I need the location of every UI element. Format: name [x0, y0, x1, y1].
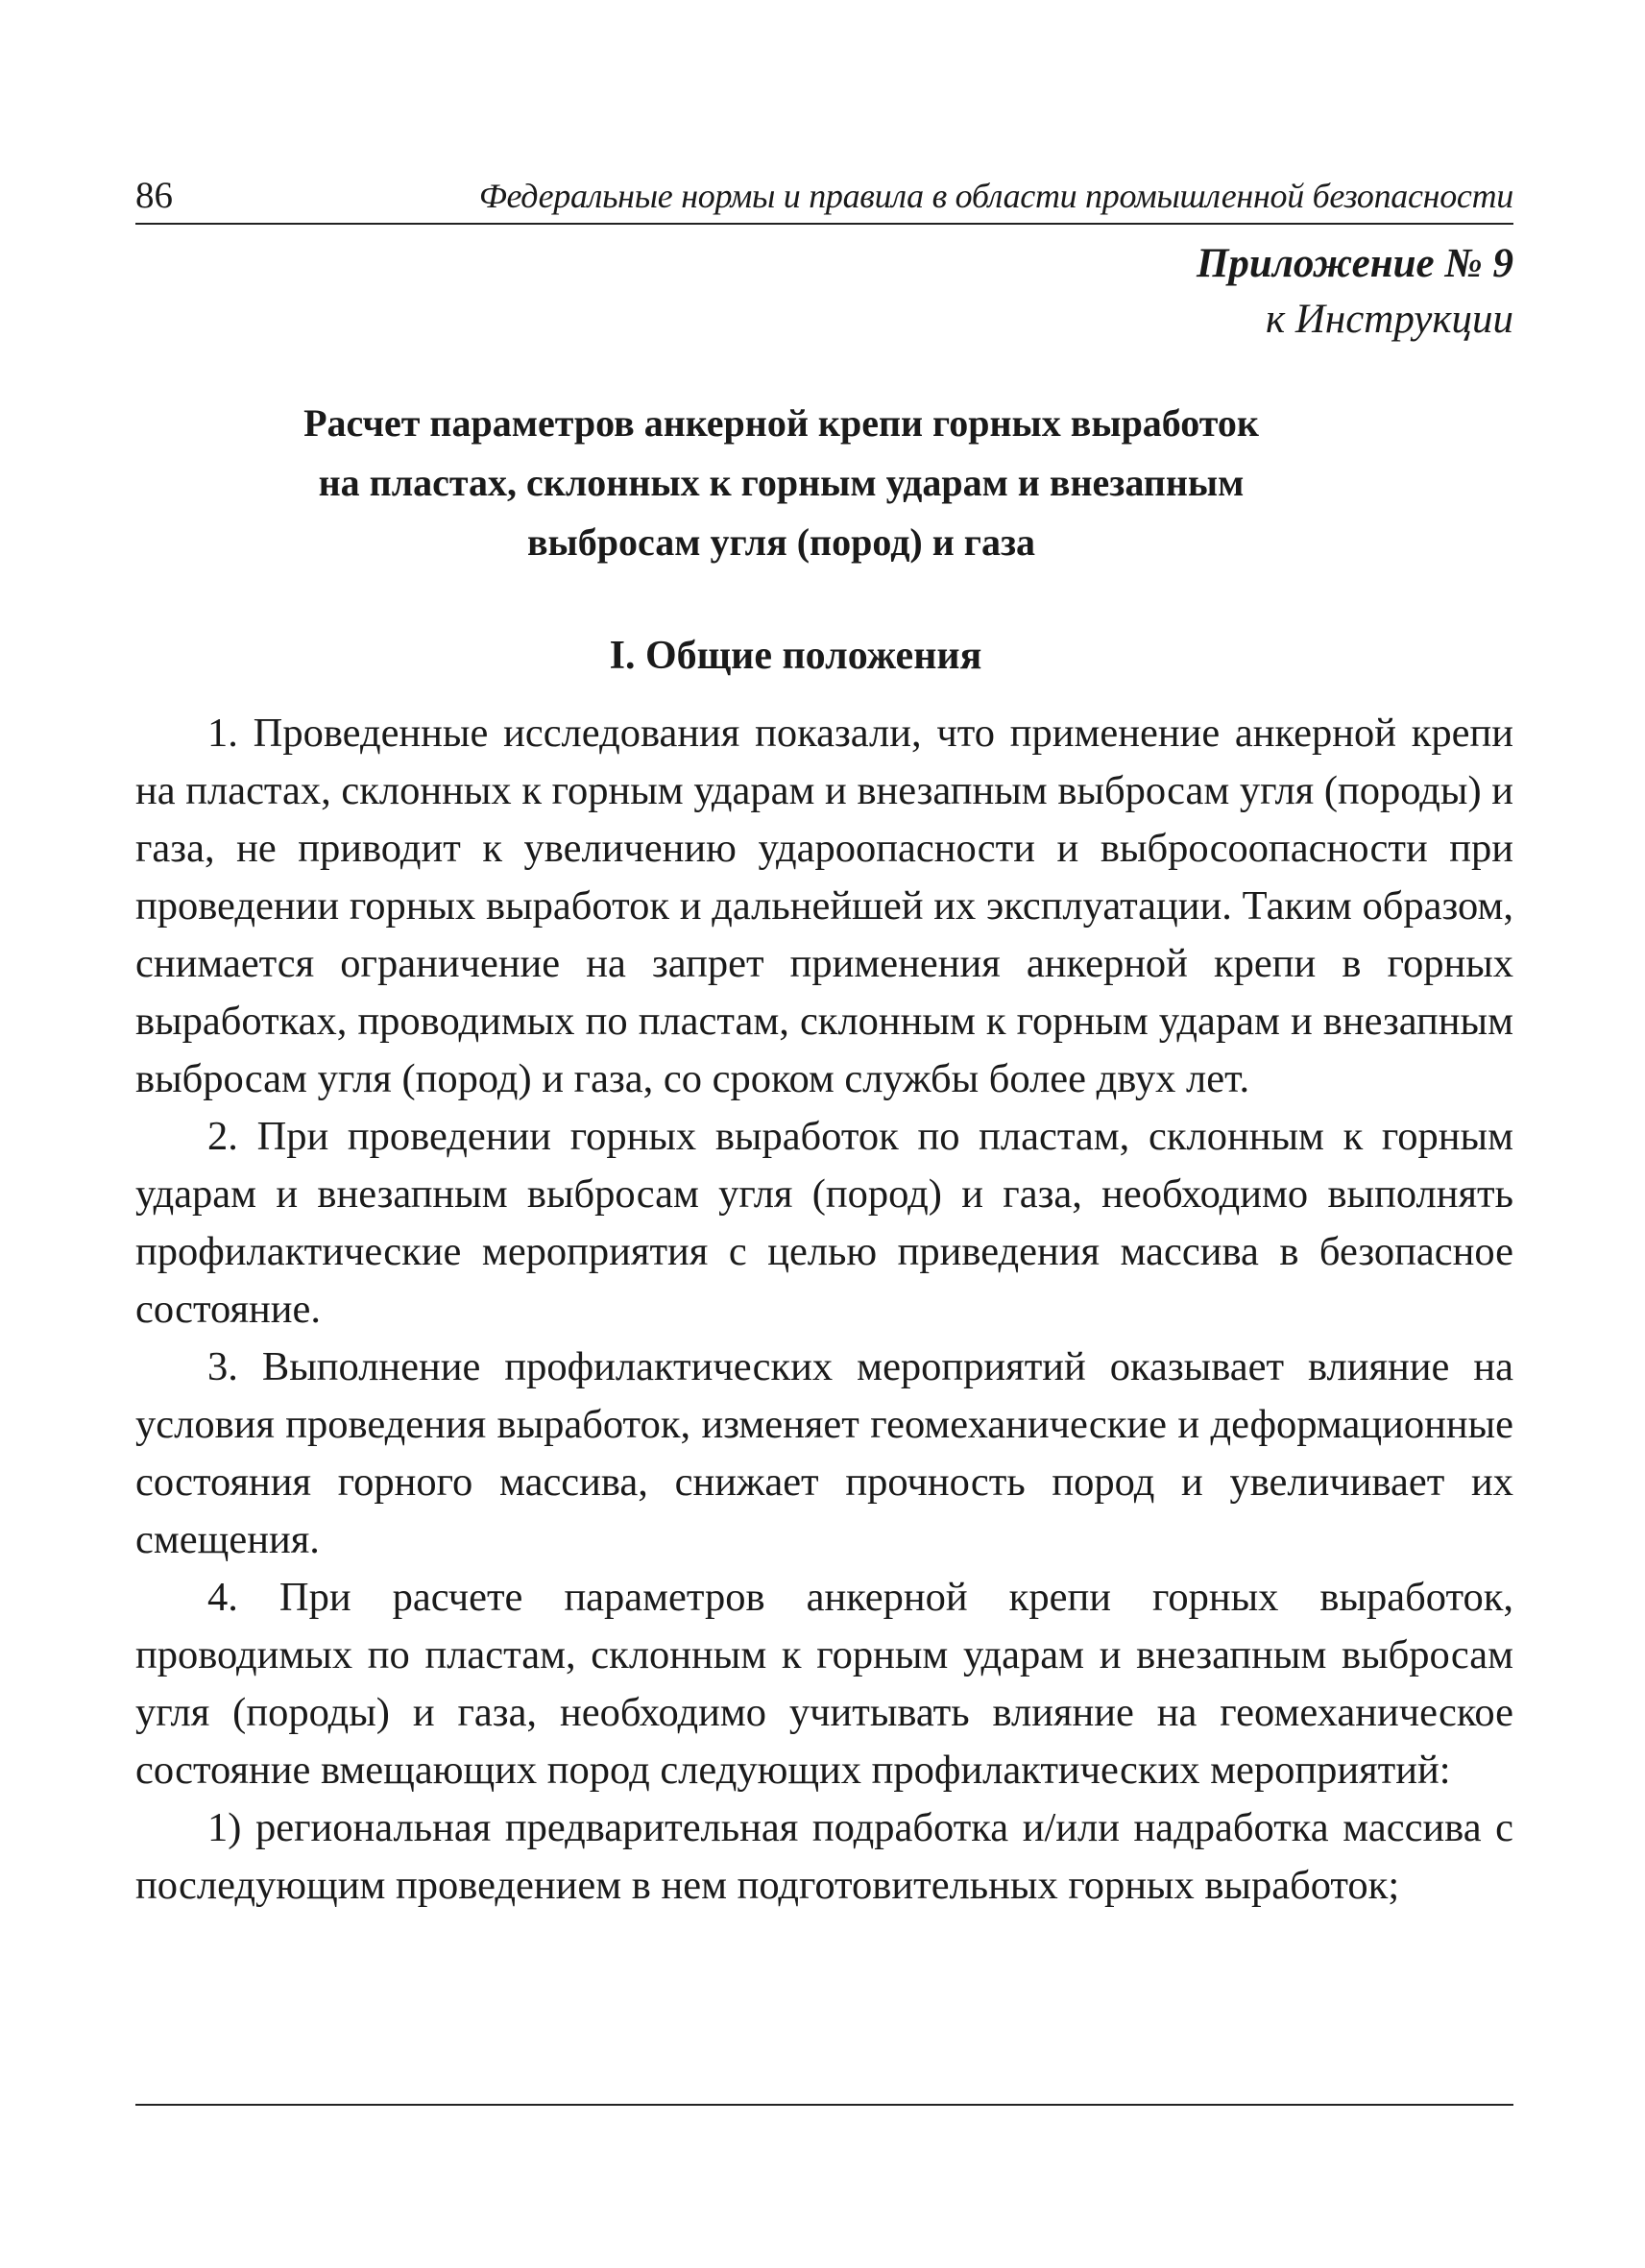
paragraph-2: 2. При проведении горных выработок по пластам, склонным к горным ударам и внезапным выбросам угля (пород) и газа, необходимо выполнять профилактические мероприятия с целью приведения массива в безопасное состояние. — [135, 1114, 1513, 1332]
document-title-line: Расчет параметров анкерной крепи горных выработок — [303, 401, 1259, 445]
paragraph-1: 1. Проведенные исследования показали, что применение анкерной крепи на пластах, склонных к горным ударам и внезапным выбросам угля (породы) и газа, не приводит к увеличению удароопасности и выбросоопасности при проведении горных выработок и дальнейшей их эксплуатации. Таким образом, снимается ограничение на запрет применения анкерной крепи в горных выработках, проводимых по пластам, склонным к горным ударам и внезапным выбросам угля (пород) и газа, со сроком службы более двух лет. — [135, 711, 1513, 1101]
paragraph-3: 3. Выполнение профилактических мероприятий оказывает влияние на условия проведения выработок, изменяет геомеханические и деформационные состояния горного массива, снижает прочность пород и увеличивает их смещения. — [135, 1344, 1513, 1562]
page-number: 86 — [135, 175, 173, 216]
document-title — [135, 394, 1513, 572]
list-item-1: 1) региональная предварительная подработка и/или надработка массива с последующим проведением в нем подготовительных горных выработок; — [135, 1805, 1513, 1908]
document-page — [135, 171, 1513, 2178]
footnote-divider — [135, 2104, 1513, 2106]
running-header — [135, 171, 1513, 225]
appendix-title: Приложение № 9 — [1196, 241, 1513, 286]
appendix-subtitle: к Инструкции — [1265, 297, 1513, 342]
document-title-line: на пластах, склонных к горным ударам и внезапным — [318, 461, 1245, 504]
running-title: Федеральные нормы и правила в области промышленной безопасности — [478, 177, 1513, 215]
appendix-label — [135, 236, 1513, 348]
section-heading: I. Общие положения — [609, 634, 982, 678]
paragraph-4: 4. При расчете параметров анкерной крепи горных выработок, проводимых по пластам, склонным к горным ударам и внезапным выбросам угля (породы) и газа, необходимо учитывать влияние на геомеханическое состояние вмещающих пород следующих профилактических мероприятий: — [135, 1575, 1513, 1793]
document-title-line: выбросам угля (пород) и газа — [526, 520, 1036, 564]
